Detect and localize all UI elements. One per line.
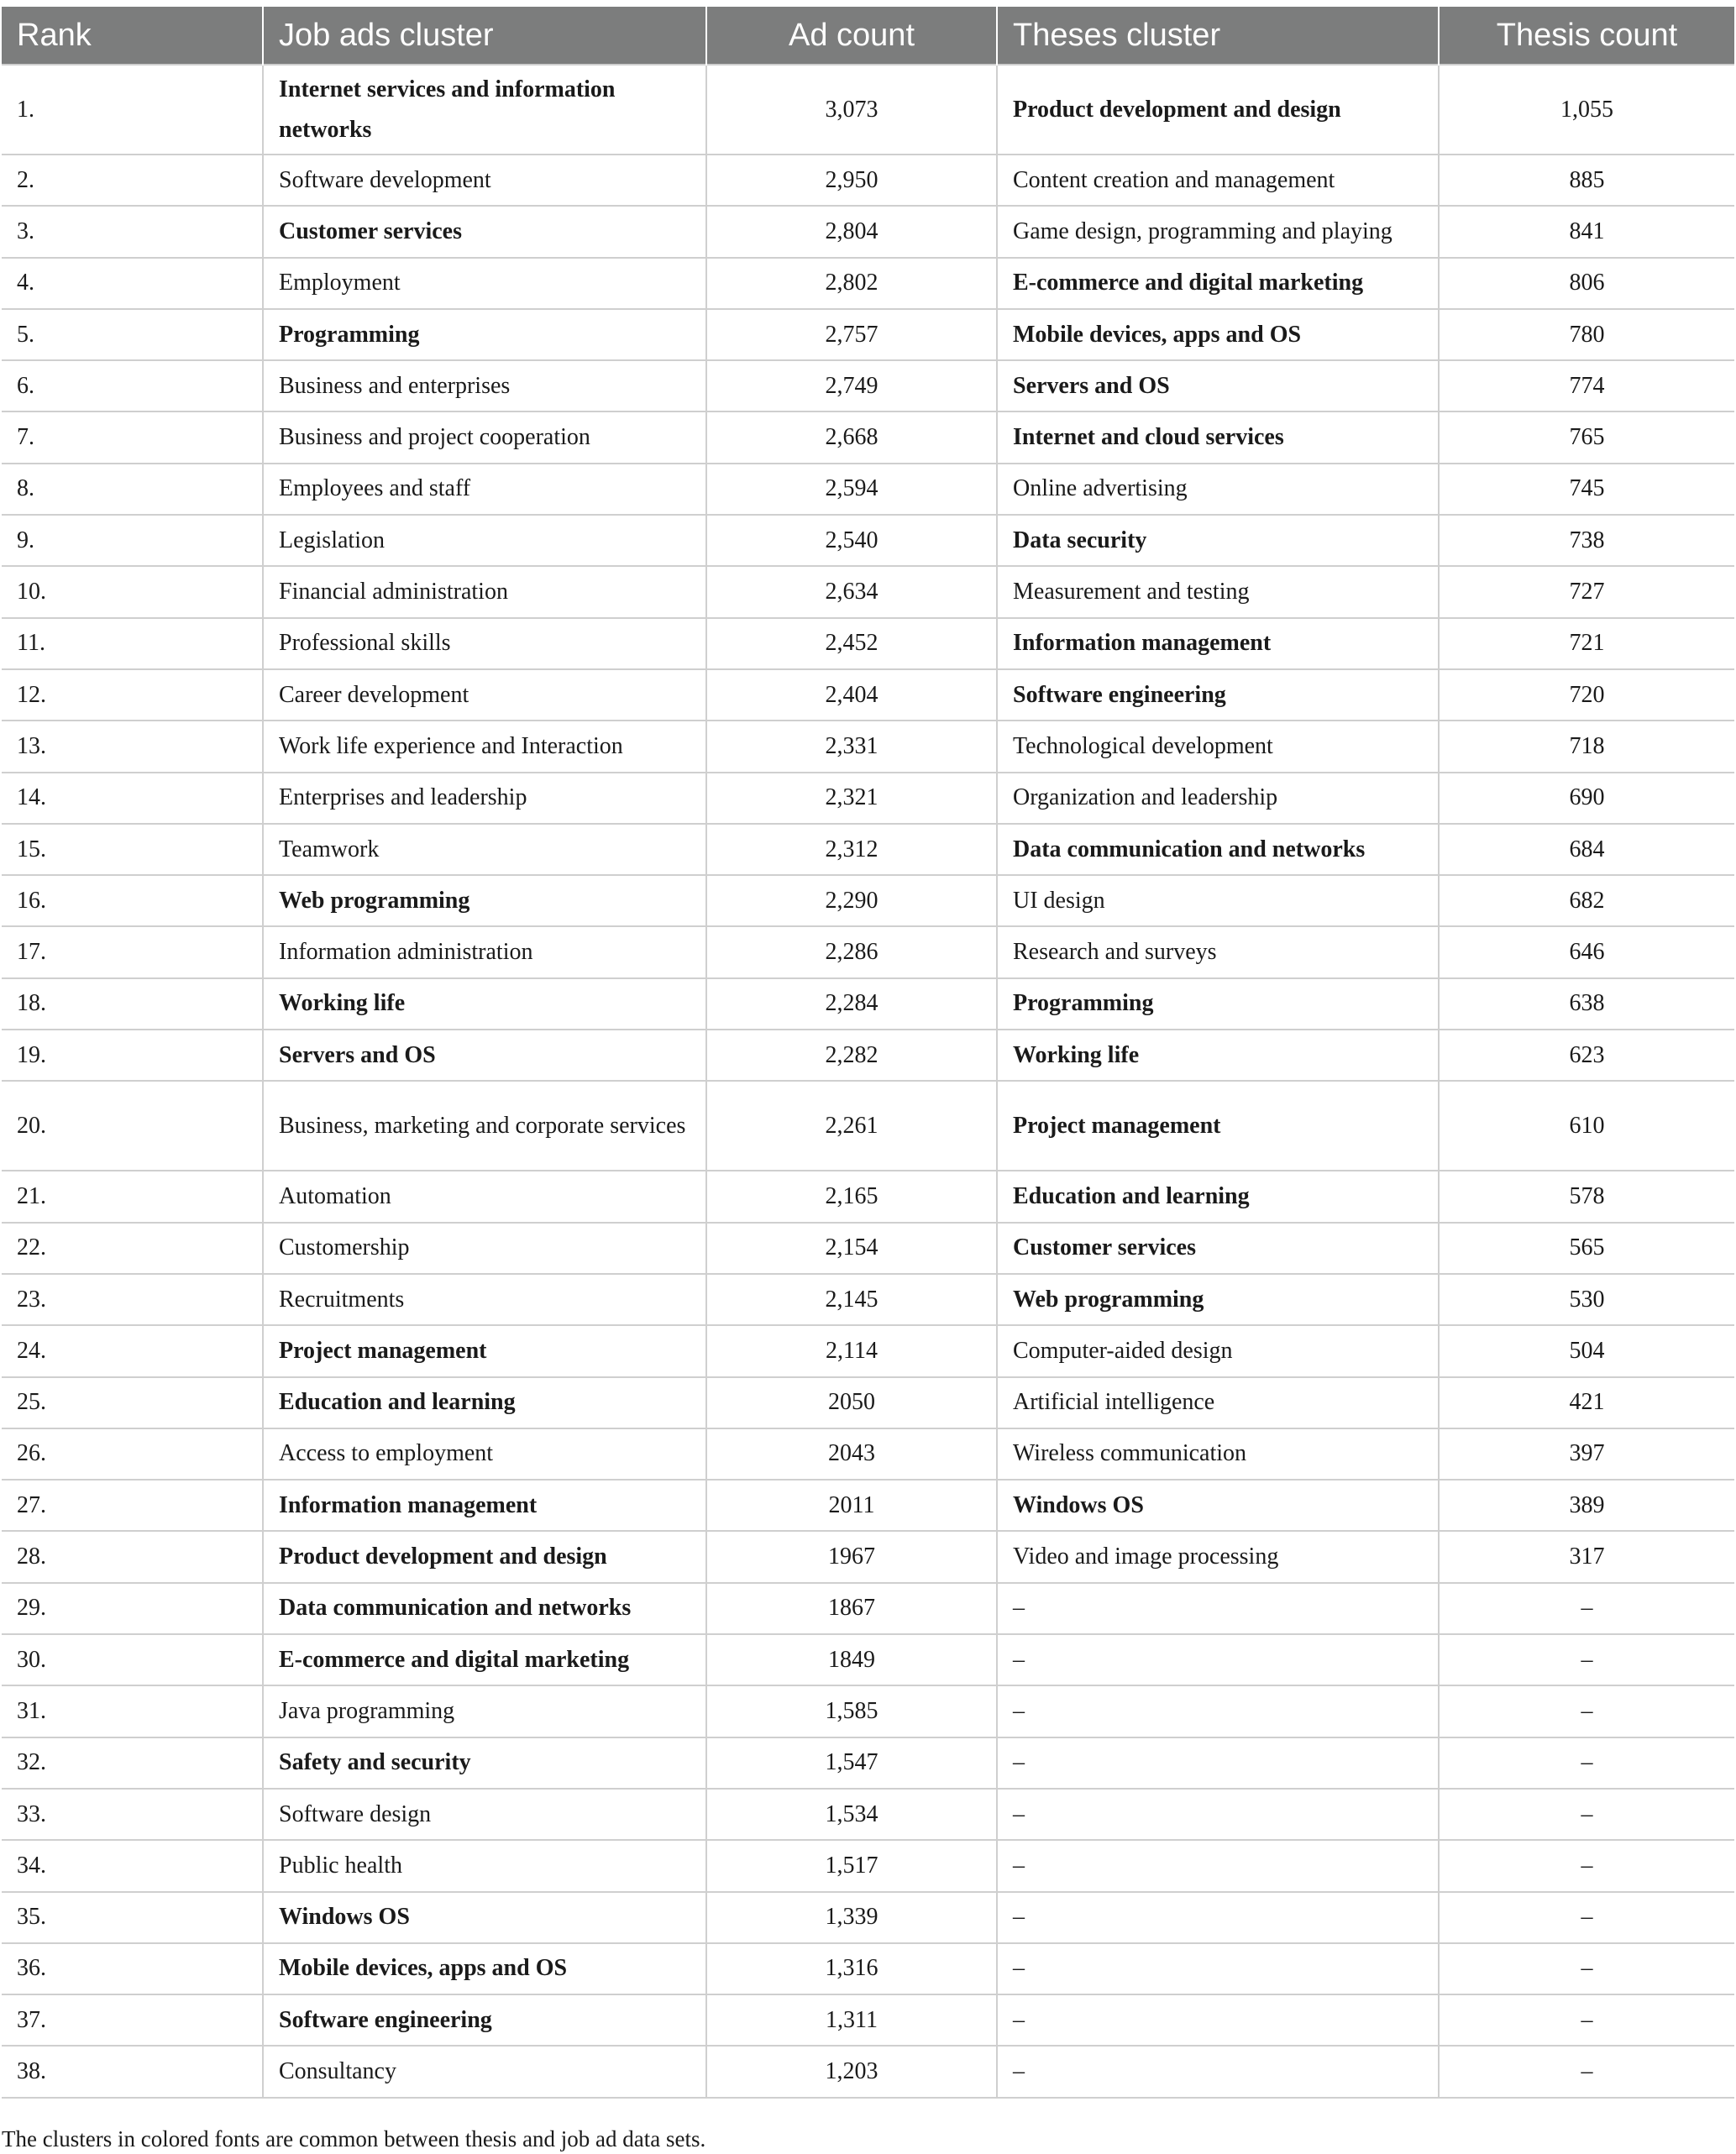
- cell-ad-count: 1,316: [706, 1943, 997, 1994]
- cell-rank: 34.: [2, 1840, 263, 1891]
- cell-ad-count: 2,950: [706, 155, 997, 206]
- table-footnote: The clusters in colored fonts are common between thesis and job ad data sets.: [2, 2126, 706, 2151]
- cell-job-ads-cluster: Servers and OS: [263, 1030, 706, 1081]
- table-row: [2, 1583, 1734, 1634]
- cell-ad-count: 2,321: [706, 773, 997, 824]
- cell-job-ads-cluster: Automation: [263, 1171, 706, 1222]
- cell-ad-count: 2,452: [706, 618, 997, 669]
- cell-rank: 4.: [2, 258, 263, 309]
- cell-rank: 23.: [2, 1274, 263, 1325]
- table-row: [2, 206, 1734, 257]
- cell-ad-count: 2,331: [706, 721, 997, 772]
- cell-theses-cluster: Data communication and networks: [997, 824, 1439, 875]
- cell-thesis-count: 646: [1439, 926, 1734, 977]
- cell-theses-cluster: UI design: [997, 875, 1439, 926]
- cell-ad-count: 2,165: [706, 1171, 997, 1222]
- header-thesis-count: Thesis count: [1439, 7, 1734, 65]
- cell-thesis-count: 684: [1439, 824, 1734, 875]
- cell-thesis-count: 806: [1439, 258, 1734, 309]
- cell-ad-count: 1,534: [706, 1789, 997, 1840]
- cell-rank: 3.: [2, 206, 263, 257]
- cell-ad-count: 2,540: [706, 515, 997, 566]
- cell-rank: 7.: [2, 411, 263, 463]
- cell-ad-count: 2,404: [706, 669, 997, 721]
- cell-theses-cluster: Software engineering: [997, 669, 1439, 721]
- cell-job-ads-cluster: Information management: [263, 1480, 706, 1531]
- cell-ad-count: 2,114: [706, 1325, 997, 1376]
- header-rank: Rank: [2, 7, 263, 65]
- cell-thesis-count: 578: [1439, 1171, 1734, 1222]
- table-row: [2, 1480, 1734, 1531]
- cell-job-ads-cluster: Business and enterprises: [263, 360, 706, 411]
- cell-ad-count: 2,145: [706, 1274, 997, 1325]
- cell-job-ads-cluster: Safety and security: [263, 1737, 706, 1789]
- cell-ad-count: 1,311: [706, 1994, 997, 2046]
- cell-thesis-count: 780: [1439, 309, 1734, 360]
- cell-theses-cluster: –: [997, 1892, 1439, 1943]
- cell-theses-cluster: Content creation and management: [997, 155, 1439, 206]
- cell-thesis-count: 389: [1439, 1480, 1734, 1531]
- header-ad-count: Ad count: [706, 7, 997, 65]
- cell-rank: 9.: [2, 515, 263, 566]
- cell-ad-count: 2,284: [706, 978, 997, 1030]
- cell-ad-count: 1,339: [706, 1892, 997, 1943]
- cell-job-ads-cluster: Software design: [263, 1789, 706, 1840]
- cell-rank: 22.: [2, 1223, 263, 1274]
- table-row: [2, 1892, 1734, 1943]
- cell-ad-count: 2,286: [706, 926, 997, 977]
- cell-job-ads-cluster: Career development: [263, 669, 706, 721]
- cell-rank: 6.: [2, 360, 263, 411]
- cell-thesis-count: 421: [1439, 1377, 1734, 1428]
- table-row: [2, 515, 1734, 566]
- cell-ad-count: 2,749: [706, 360, 997, 411]
- cell-ad-count: 1,547: [706, 1737, 997, 1789]
- cell-job-ads-cluster: Project management: [263, 1325, 706, 1376]
- cell-job-ads-cluster: Employment: [263, 258, 706, 309]
- cell-thesis-count: –: [1439, 1789, 1734, 1840]
- cell-job-ads-cluster: Programming: [263, 309, 706, 360]
- table-row: [2, 926, 1734, 977]
- cell-job-ads-cluster: Java programming: [263, 1685, 706, 1737]
- table-row: [2, 618, 1734, 669]
- cell-ad-count: 2,634: [706, 566, 997, 617]
- table-row: [2, 464, 1734, 515]
- cell-thesis-count: 720: [1439, 669, 1734, 721]
- cell-theses-cluster: Servers and OS: [997, 360, 1439, 411]
- cell-ad-count: 1,203: [706, 2046, 997, 2097]
- table-row: [2, 978, 1734, 1030]
- cell-thesis-count: 317: [1439, 1531, 1734, 1582]
- cell-theses-cluster: Video and image processing: [997, 1531, 1439, 1582]
- cell-theses-cluster: Artificial intelligence: [997, 1377, 1439, 1428]
- cell-job-ads-cluster: Financial administration: [263, 566, 706, 617]
- cell-rank: 37.: [2, 1994, 263, 2046]
- cell-theses-cluster: Information management: [997, 618, 1439, 669]
- cell-rank: 21.: [2, 1171, 263, 1222]
- cell-rank: 27.: [2, 1480, 263, 1531]
- cell-theses-cluster: Online advertising: [997, 464, 1439, 515]
- table-row: [2, 1840, 1734, 1891]
- cell-ad-count: 2,282: [706, 1030, 997, 1081]
- cell-job-ads-cluster: Software engineering: [263, 1994, 706, 2046]
- cell-ad-count: 2050: [706, 1377, 997, 1428]
- cell-rank: 15.: [2, 824, 263, 875]
- cell-rank: 36.: [2, 1943, 263, 1994]
- cell-rank: 35.: [2, 1892, 263, 1943]
- header-theses-cluster: Theses cluster: [997, 7, 1439, 65]
- cell-theses-cluster: E-commerce and digital marketing: [997, 258, 1439, 309]
- cell-theses-cluster: Programming: [997, 978, 1439, 1030]
- table-row: [2, 824, 1734, 875]
- table-row: [2, 1223, 1734, 1274]
- cell-theses-cluster: Game design, programming and playing: [997, 206, 1439, 257]
- cell-rank: 10.: [2, 566, 263, 617]
- table-row: [2, 1377, 1734, 1428]
- table-header-row: [2, 7, 1734, 65]
- cell-thesis-count: 682: [1439, 875, 1734, 926]
- cell-thesis-count: 765: [1439, 411, 1734, 463]
- cell-theses-cluster: Wireless communication: [997, 1428, 1439, 1480]
- cell-ad-count: 2,261: [706, 1081, 997, 1171]
- table-row: [2, 1171, 1734, 1222]
- cell-job-ads-cluster: Customer services: [263, 206, 706, 257]
- cell-rank: 26.: [2, 1428, 263, 1480]
- cell-job-ads-cluster: Education and learning: [263, 1377, 706, 1428]
- cell-rank: 24.: [2, 1325, 263, 1376]
- cell-ad-count: 2,594: [706, 464, 997, 515]
- cell-rank: 30.: [2, 1634, 263, 1685]
- cell-ad-count: 1,585: [706, 1685, 997, 1737]
- cell-thesis-count: 885: [1439, 155, 1734, 206]
- cell-rank: 2.: [2, 155, 263, 206]
- cell-rank: 1.: [2, 65, 263, 155]
- cell-job-ads-cluster: Business, marketing and corporate services: [263, 1081, 706, 1171]
- cell-rank: 18.: [2, 978, 263, 1030]
- cell-theses-cluster: –: [997, 1840, 1439, 1891]
- cell-job-ads-cluster: Data communication and networks: [263, 1583, 706, 1634]
- cell-rank: 16.: [2, 875, 263, 926]
- table-row: [2, 875, 1734, 926]
- cell-theses-cluster: Working life: [997, 1030, 1439, 1081]
- table-row: [2, 1737, 1734, 1789]
- table-row: [2, 773, 1734, 824]
- cell-theses-cluster: –: [997, 2046, 1439, 2097]
- table-row: [2, 1325, 1734, 1376]
- table-row: [2, 65, 1734, 155]
- cell-theses-cluster: –: [997, 1737, 1439, 1789]
- cell-ad-count: 2,154: [706, 1223, 997, 1274]
- cell-rank: 29.: [2, 1583, 263, 1634]
- cell-ad-count: 2,290: [706, 875, 997, 926]
- cell-theses-cluster: –: [997, 1994, 1439, 2046]
- cell-rank: 5.: [2, 309, 263, 360]
- table-row: [2, 1685, 1734, 1737]
- cell-thesis-count: 530: [1439, 1274, 1734, 1325]
- cell-ad-count: 2,668: [706, 411, 997, 463]
- cell-ad-count: 1849: [706, 1634, 997, 1685]
- cell-job-ads-cluster: Professional skills: [263, 618, 706, 669]
- cell-theses-cluster: Data security: [997, 515, 1439, 566]
- cell-theses-cluster: Internet and cloud services: [997, 411, 1439, 463]
- cell-rank: 8.: [2, 464, 263, 515]
- table-row: [2, 1531, 1734, 1582]
- cell-theses-cluster: Research and surveys: [997, 926, 1439, 977]
- cell-theses-cluster: Web programming: [997, 1274, 1439, 1325]
- table-body: [2, 65, 1734, 2098]
- cell-thesis-count: 841: [1439, 206, 1734, 257]
- cell-job-ads-cluster: Web programming: [263, 875, 706, 926]
- table-row: [2, 1274, 1734, 1325]
- cell-job-ads-cluster: Teamwork: [263, 824, 706, 875]
- cell-job-ads-cluster: Customership: [263, 1223, 706, 1274]
- cell-thesis-count: –: [1439, 1840, 1734, 1891]
- cell-theses-cluster: Project management: [997, 1081, 1439, 1171]
- cell-thesis-count: 745: [1439, 464, 1734, 515]
- cluster-table-container: [2, 7, 1734, 2099]
- cell-rank: 31.: [2, 1685, 263, 1737]
- table-row: [2, 566, 1734, 617]
- cell-rank: 14.: [2, 773, 263, 824]
- table-row: [2, 360, 1734, 411]
- table-row: [2, 1994, 1734, 2046]
- cell-rank: 28.: [2, 1531, 263, 1582]
- cell-rank: 12.: [2, 669, 263, 721]
- cell-ad-count: 1867: [706, 1583, 997, 1634]
- cell-theses-cluster: –: [997, 1789, 1439, 1840]
- cell-job-ads-cluster: E-commerce and digital marketing: [263, 1634, 706, 1685]
- table-row: [2, 309, 1734, 360]
- cell-rank: 20.: [2, 1081, 263, 1171]
- cell-thesis-count: –: [1439, 1634, 1734, 1685]
- cell-theses-cluster: Education and learning: [997, 1171, 1439, 1222]
- cell-thesis-count: –: [1439, 1685, 1734, 1737]
- cell-thesis-count: 1,055: [1439, 65, 1734, 155]
- cell-job-ads-cluster: Work life experience and Interaction: [263, 721, 706, 772]
- cell-thesis-count: 504: [1439, 1325, 1734, 1376]
- cell-rank: 11.: [2, 618, 263, 669]
- cell-thesis-count: 623: [1439, 1030, 1734, 1081]
- table-row: [2, 1943, 1734, 1994]
- cell-ad-count: 2,757: [706, 309, 997, 360]
- cell-rank: 25.: [2, 1377, 263, 1428]
- cell-job-ads-cluster: Consultancy: [263, 2046, 706, 2097]
- cell-thesis-count: 718: [1439, 721, 1734, 772]
- cell-ad-count: 1967: [706, 1531, 997, 1582]
- table-row: [2, 721, 1734, 772]
- cell-thesis-count: 397: [1439, 1428, 1734, 1480]
- cell-theses-cluster: Measurement and testing: [997, 566, 1439, 617]
- table-row: [2, 155, 1734, 206]
- cell-thesis-count: 690: [1439, 773, 1734, 824]
- cell-thesis-count: –: [1439, 1737, 1734, 1789]
- cell-ad-count: 2,804: [706, 206, 997, 257]
- cell-theses-cluster: Mobile devices, apps and OS: [997, 309, 1439, 360]
- cell-job-ads-cluster: Windows OS: [263, 1892, 706, 1943]
- cell-ad-count: 1,517: [706, 1840, 997, 1891]
- cell-ad-count: 3,073: [706, 65, 997, 155]
- cell-thesis-count: –: [1439, 1892, 1734, 1943]
- cell-thesis-count: 638: [1439, 978, 1734, 1030]
- cell-thesis-count: 738: [1439, 515, 1734, 566]
- cell-job-ads-cluster: Internet services and information networks: [263, 65, 706, 155]
- cell-theses-cluster: Technological development: [997, 721, 1439, 772]
- cell-theses-cluster: Product development and design: [997, 65, 1439, 155]
- cell-job-ads-cluster: Information administration: [263, 926, 706, 977]
- cell-job-ads-cluster: Legislation: [263, 515, 706, 566]
- table-row: [2, 1789, 1734, 1840]
- cell-job-ads-cluster: Access to employment: [263, 1428, 706, 1480]
- cell-thesis-count: 610: [1439, 1081, 1734, 1171]
- cell-thesis-count: 727: [1439, 566, 1734, 617]
- header-job-ads-cluster: Job ads cluster: [263, 7, 706, 65]
- cell-theses-cluster: Customer services: [997, 1223, 1439, 1274]
- table-row: [2, 1428, 1734, 1480]
- cell-job-ads-cluster: Business and project cooperation: [263, 411, 706, 463]
- cell-theses-cluster: –: [997, 1634, 1439, 1685]
- cell-theses-cluster: Organization and leadership: [997, 773, 1439, 824]
- table-row: [2, 1634, 1734, 1685]
- cell-rank: 19.: [2, 1030, 263, 1081]
- cell-thesis-count: 565: [1439, 1223, 1734, 1274]
- cell-ad-count: 2,312: [706, 824, 997, 875]
- cell-thesis-count: –: [1439, 1943, 1734, 1994]
- cell-thesis-count: –: [1439, 1994, 1734, 2046]
- cell-job-ads-cluster: Enterprises and leadership: [263, 773, 706, 824]
- cell-thesis-count: 774: [1439, 360, 1734, 411]
- table-row: [2, 411, 1734, 463]
- table-row: [2, 258, 1734, 309]
- cell-job-ads-cluster: Employees and staff: [263, 464, 706, 515]
- cell-rank: 17.: [2, 926, 263, 977]
- cell-theses-cluster: –: [997, 1583, 1439, 1634]
- table-row: [2, 1081, 1734, 1171]
- cell-theses-cluster: –: [997, 1685, 1439, 1737]
- cell-job-ads-cluster: Product development and design: [263, 1531, 706, 1582]
- cell-theses-cluster: –: [997, 1943, 1439, 1994]
- cell-ad-count: 2,802: [706, 258, 997, 309]
- cell-theses-cluster: Computer-aided design: [997, 1325, 1439, 1376]
- cell-rank: 13.: [2, 721, 263, 772]
- table-row: [2, 1030, 1734, 1081]
- cell-thesis-count: 721: [1439, 618, 1734, 669]
- cell-job-ads-cluster: Mobile devices, apps and OS: [263, 1943, 706, 1994]
- cell-ad-count: 2043: [706, 1428, 997, 1480]
- cell-ad-count: 2011: [706, 1480, 997, 1531]
- cluster-ranking-table: [2, 7, 1734, 2099]
- cell-thesis-count: –: [1439, 2046, 1734, 2097]
- cell-job-ads-cluster: Working life: [263, 978, 706, 1030]
- table-row: [2, 2046, 1734, 2097]
- cell-thesis-count: –: [1439, 1583, 1734, 1634]
- cell-rank: 38.: [2, 2046, 263, 2097]
- cell-theses-cluster: Windows OS: [997, 1480, 1439, 1531]
- cell-job-ads-cluster: Recruitments: [263, 1274, 706, 1325]
- cell-rank: 33.: [2, 1789, 263, 1840]
- cell-job-ads-cluster: Software development: [263, 155, 706, 206]
- table-row: [2, 669, 1734, 721]
- cell-job-ads-cluster: Public health: [263, 1840, 706, 1891]
- cell-rank: 32.: [2, 1737, 263, 1789]
